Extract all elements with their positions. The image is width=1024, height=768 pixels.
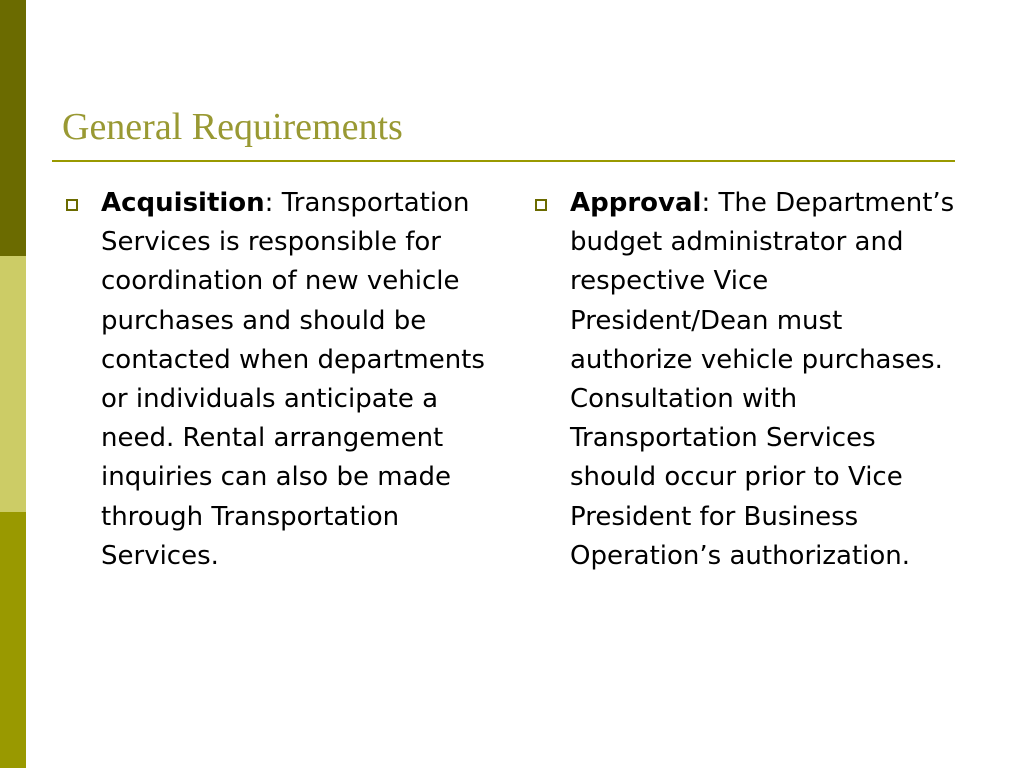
side-accent-segment-light (0, 256, 26, 512)
side-accent-segment-mid (0, 512, 26, 768)
hollow-square-bullet-icon (66, 199, 78, 211)
hollow-square-bullet-icon (535, 199, 547, 211)
slide-title: General Requirements (62, 106, 403, 148)
side-accent-bar (0, 0, 26, 768)
bullet-text (570, 184, 970, 576)
side-accent-segment-dark (0, 0, 26, 256)
title-divider (52, 160, 955, 162)
bullet-body: The Department’s budget administrator and respective Vice President/Dean must authorize vehicle purchases. Consultation with Transportation Services should occur prior to Vice President for Business Operation’s authorization. (570, 188, 955, 571)
bullet-text (101, 184, 501, 576)
bullet-item-approval (570, 184, 970, 576)
bullet-lead-term: Approval (570, 188, 702, 218)
bullet-item-acquisition (101, 184, 501, 576)
bullet-body: Transportation Services is responsible for coordination of new vehicle purchases and should be contacted when departments or individuals anticipate a need. Rental arrangement inquiries can also be made through Transportation Services. (101, 188, 485, 571)
bullet-separator: : (264, 188, 274, 218)
bullet-separator: : (701, 188, 711, 218)
bullet-lead-term: Acquisition (101, 188, 265, 218)
